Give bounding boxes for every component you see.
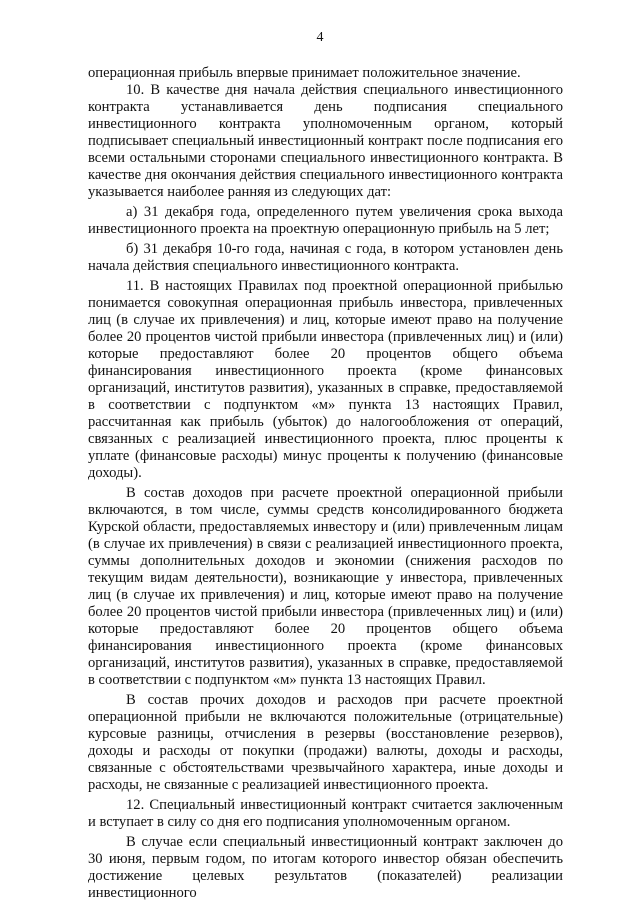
paragraph-continuation: операционная прибыль впервые принимает положительное значение. [88,65,521,81]
paragraph-item-12: 12. Специальный инвестиционный контракт считается заключенным и вступает в силу со дня его подписания уполномоченным органом. [88,797,563,830]
page-number: 4 [316,30,324,45]
paragraph-subitem-b: б) 31 декабря 10-го года, начиная с года, в котором установлен день начала действия специального инвестиционного контракта. [88,241,563,274]
document-body [88,65,563,902]
paragraph-other-income-expenses: В состав прочих доходов и расходов при расчете проектной операционной прибыли не включаются положительные (отрицательные) курсовые разницы, отчисления в резервы (восстановление резервов), доходы и расходы от покупки (продажи) валюты, доходы и расходы, связанные с обстоятельствами чрезвычайного характера, иные доходы и расходы, не связанные с реализацией инвестиционного проекта. [88,692,563,793]
paragraph-income-composition: В состав доходов при расчете проектной операционной прибыли включаются, в том числе, суммы средств консолидированного бюджета Курской области, предоставляемых инвестору и (или) привлеченным лицам (в случае их привлечения) в связи с реализацией инвестиционного проекта, суммы дополнительных доходов и экономии (снижения расходов по текущим видам деятельности), возникающие у инвестора, привлеченных лиц (в случае их привлечения) и лиц, которые имеют право на получение более 20 процентов чистой прибыли инвестора (привлеченных лиц) и (или) которые предоставляют более 20 процентов общего объема финансирования инвестиционного проекта (кроме финансовых организаций, институтов развития), указанных в справке, предоставляемой в соответствии с подпунктом «м» пункта 13 настоящих Правил. [88,485,563,688]
paragraph-subitem-a: а) 31 декабря года, определенного путем увеличения срока выхода инвестиционного проекта на проектную операционную прибыль на 5 лет; [88,204,563,237]
paragraph-item-10: 10. В качестве дня начала действия специального инвестиционного контракта устанавливается день подписания специального инвестиционного контракта уполномоченным органом, который подписывает специальный инвестиционный контракт после подписания его всеми остальными сторонами специального инвестиционного контракта. В качестве дня окончания действия специального инвестиционного контракта указывается наиболее ранняя из следующих дат: [88,82,563,200]
paragraph-item-11: 11. В настоящих Правилах под проектной операционной прибылью понимается совокупная операционная прибыль инвестора, привлеченных лиц (в случае их привлечения) и лиц, которые имеют право на получение более 20 процентов чистой прибыли инвестора (привлеченных лиц) и (или) которые предоставляют более 20 процентов общего объема финансирования инвестиционного проекта (кроме финансовых организаций, институтов развития), указанных в справке, предоставляемой в соответствии с подпунктом «м» пункта 13 настоящих Правил, рассчитанная как прибыль (убыток) до налогообложения от операций, связанных с реализацией инвестиционного проекта, плюс проценты к уплате (финансовые расходы) минус проценты к получению (финансовые доходы). [88,278,563,481]
paragraph-contract-before-june: В случае если специальный инвестиционный контракт заключен до 30 июня, первым годом, по итогам которого инвестор обязан обеспечить достижение целевых результатов (показателей) реализации инвестиционного [88,834,563,901]
